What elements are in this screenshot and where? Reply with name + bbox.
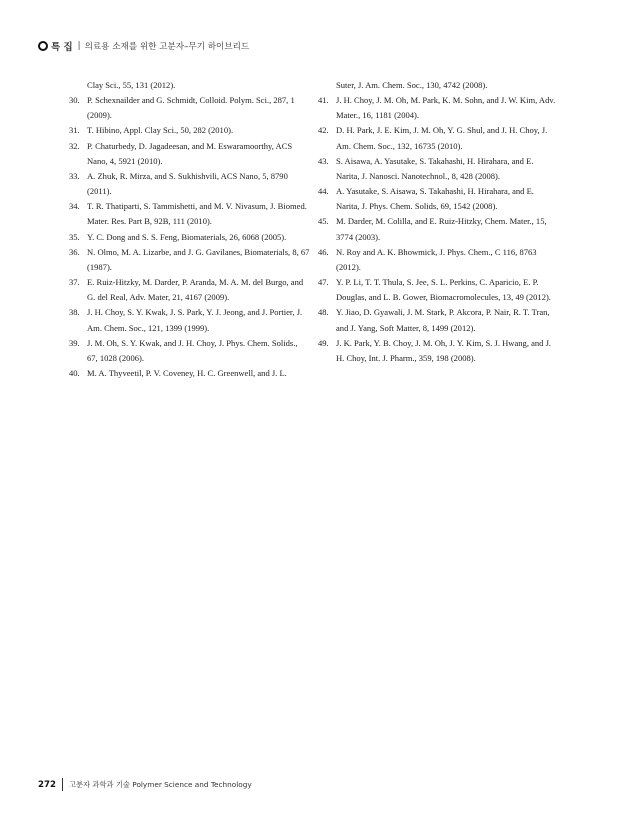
reference-number: 45. [318,216,329,227]
reference-item [69,199,310,229]
reference-number: 48. [318,307,329,318]
reference-text: P. Schexnailder and G. Schmidt, Colloid. Polym. Sci., 287, 1 (2009). [87,95,295,121]
page-footer [38,778,252,791]
reference-item [69,336,310,366]
references-left-column [69,78,310,381]
reference-item [69,230,310,245]
page-number: 272 [38,779,56,790]
reference-number: 34. [69,201,80,212]
reference-item [69,93,310,123]
references-right-column [318,78,559,366]
reference-item [69,245,310,275]
reference-number: 44. [318,186,329,197]
page-header [38,38,249,54]
reference-number: 40. [69,367,80,378]
reference-item [69,169,310,199]
reference-number: 47. [318,277,329,288]
reference-item [69,123,310,138]
reference-item [318,214,559,244]
reference-item [318,336,559,366]
reference-item [69,366,310,381]
reference-text: Y. C. Dong and S. S. Feng, Biomaterials, 26, 6068 (2005). [87,231,287,242]
reference-item [318,305,559,335]
reference-text: N. Roy and A. K. Bhowmick, J. Phys. Chem., C 116, 8763 (2012). [336,246,537,272]
reference-number: 35. [69,231,80,242]
reference-number: 39. [69,337,80,348]
reference-item [69,275,310,305]
header-separator: | [77,41,81,51]
reference-number: 33. [69,170,80,181]
reference-text: D. H. Park, J. E. Kim, J. M. Oh, Y. G. Shul, and J. H. Choy, J. Am. Chem. Soc., 132, 16735 (2010). [336,125,548,151]
reference-number: 38. [69,307,80,318]
reference-item [69,139,310,169]
reference-number: 42. [318,125,329,136]
reference-item [318,245,559,275]
reference-number: 43. [318,155,329,166]
reference-number: 37. [69,277,80,288]
reference-number: 31. [69,125,80,136]
reference-number: 49. [318,337,329,348]
reference-text: J. M. Oh, S. Y. Kwak, and J. H. Choy, J. Phys. Chem. Solids., 67, 1028 (2006). [87,337,298,363]
reference-continuation: Clay Sci., 55, 131 (2012). [87,80,176,90]
journal-name: 고분자 과학과 기술 Polymer Science and Technology [68,779,252,789]
reference-item [318,184,559,214]
reference-number: 32. [69,140,80,151]
reference-text: E. Ruiz-Hitzky, M. Darder, P. Aranda, M. A. M. del Burgo, and G. del Real, Adv. Mater, 21, 4167 (2009). [87,277,304,303]
reference-text: N. Olmo, M. A. Lizarbe, and J. G. Gavilanes, Biomaterials, 8, 67 (1987). [87,246,310,272]
reference-item [318,275,559,305]
circle-bullet-icon [38,41,48,51]
article-title: 의료용 소재를 위한 고분자–무기 하이브리드 [84,42,250,52]
reference-number: 36. [69,246,80,257]
reference-item [318,93,559,123]
reference-text: Y. P. Li, T. T. Thula, S. Jee, S. L. Perkins, C. Aparicio, E. P. Douglas, and L. B. Gower, Biomacromolecules, 13, 49 (2012). [336,277,551,303]
reference-text: M. Darder, M. Colilla, and E. Ruiz-Hitzky, Chem. Mater., 15, 3774 (2003). [336,216,547,242]
reference-text: J. H. Choy, J. M. Oh, M. Park, K. M. Sohn, and J. W. Kim, Adv. Mater., 16, 1181 (2004). [336,95,556,121]
reference-text: J. H. Choy, S. Y. Kwak, J. S. Park, Y. J. Jeong, and J. Portier, J. Am. Chem. Soc., 121, 1399 (1999). [87,307,303,333]
reference-text: A. Yasutake, S. Aisawa, S. Takahashi, H. Hirahara, and E. Narita, J. Phys. Chem. Solids, 69, 1542 (2008). [336,186,534,212]
reference-text: T. Hibino, Appl. Clay Sci., 50, 282 (2010). [87,125,234,136]
reference-number: 41. [318,95,329,106]
reference-text: Y. Jiao, D. Gyawali, J. M. Stark, P. Akcora, P. Nair, R. T. Tran, and J. Yang, Soft Matter, 8, 1499 (2012). [336,307,550,333]
section-label: 특 집 [51,42,73,53]
reference-text: T. R. Thatiparti, S. Tammishetti, and M. V. Nivasum, J. Biomed. Mater. Res. Part B, 92B, 111 (2010). [87,201,307,227]
footer-divider [62,778,63,791]
reference-item [69,305,310,335]
reference-item [318,154,559,184]
reference-text: P. Chaturbedy, D. Jagadeesan, and M. Eswaramoorthy, ACS Nano, 4, 5921 (2010). [87,140,293,166]
reference-continuation: Suter, J. Am. Chem. Soc., 130, 4742 (2008). [336,80,488,90]
reference-item [318,123,559,153]
reference-text: J. K. Park, Y. B. Choy, J. M. Oh, J. Y. Kim, S. J. Hwang, and J. H. Choy, Int. J. Pharm., 359, 198 (2008). [336,337,552,363]
reference-text: S. Aisawa, A. Yasutake, S. Takahashi, H. Hirahara, and E. Narita, J. Nanosci. Nanotechnol., 8, 428 (2008). [336,155,534,181]
reference-text: A. Zhuk, R. Mirza, and S. Sukhishvili, ACS Nano, 5, 8790 (2011). [87,170,288,197]
reference-text: M. A. Thyveetil, P. V. Coveney, H. C. Greenwell, and J. L. [87,367,287,378]
reference-number: 46. [318,246,329,257]
reference-number: 30. [69,95,80,106]
